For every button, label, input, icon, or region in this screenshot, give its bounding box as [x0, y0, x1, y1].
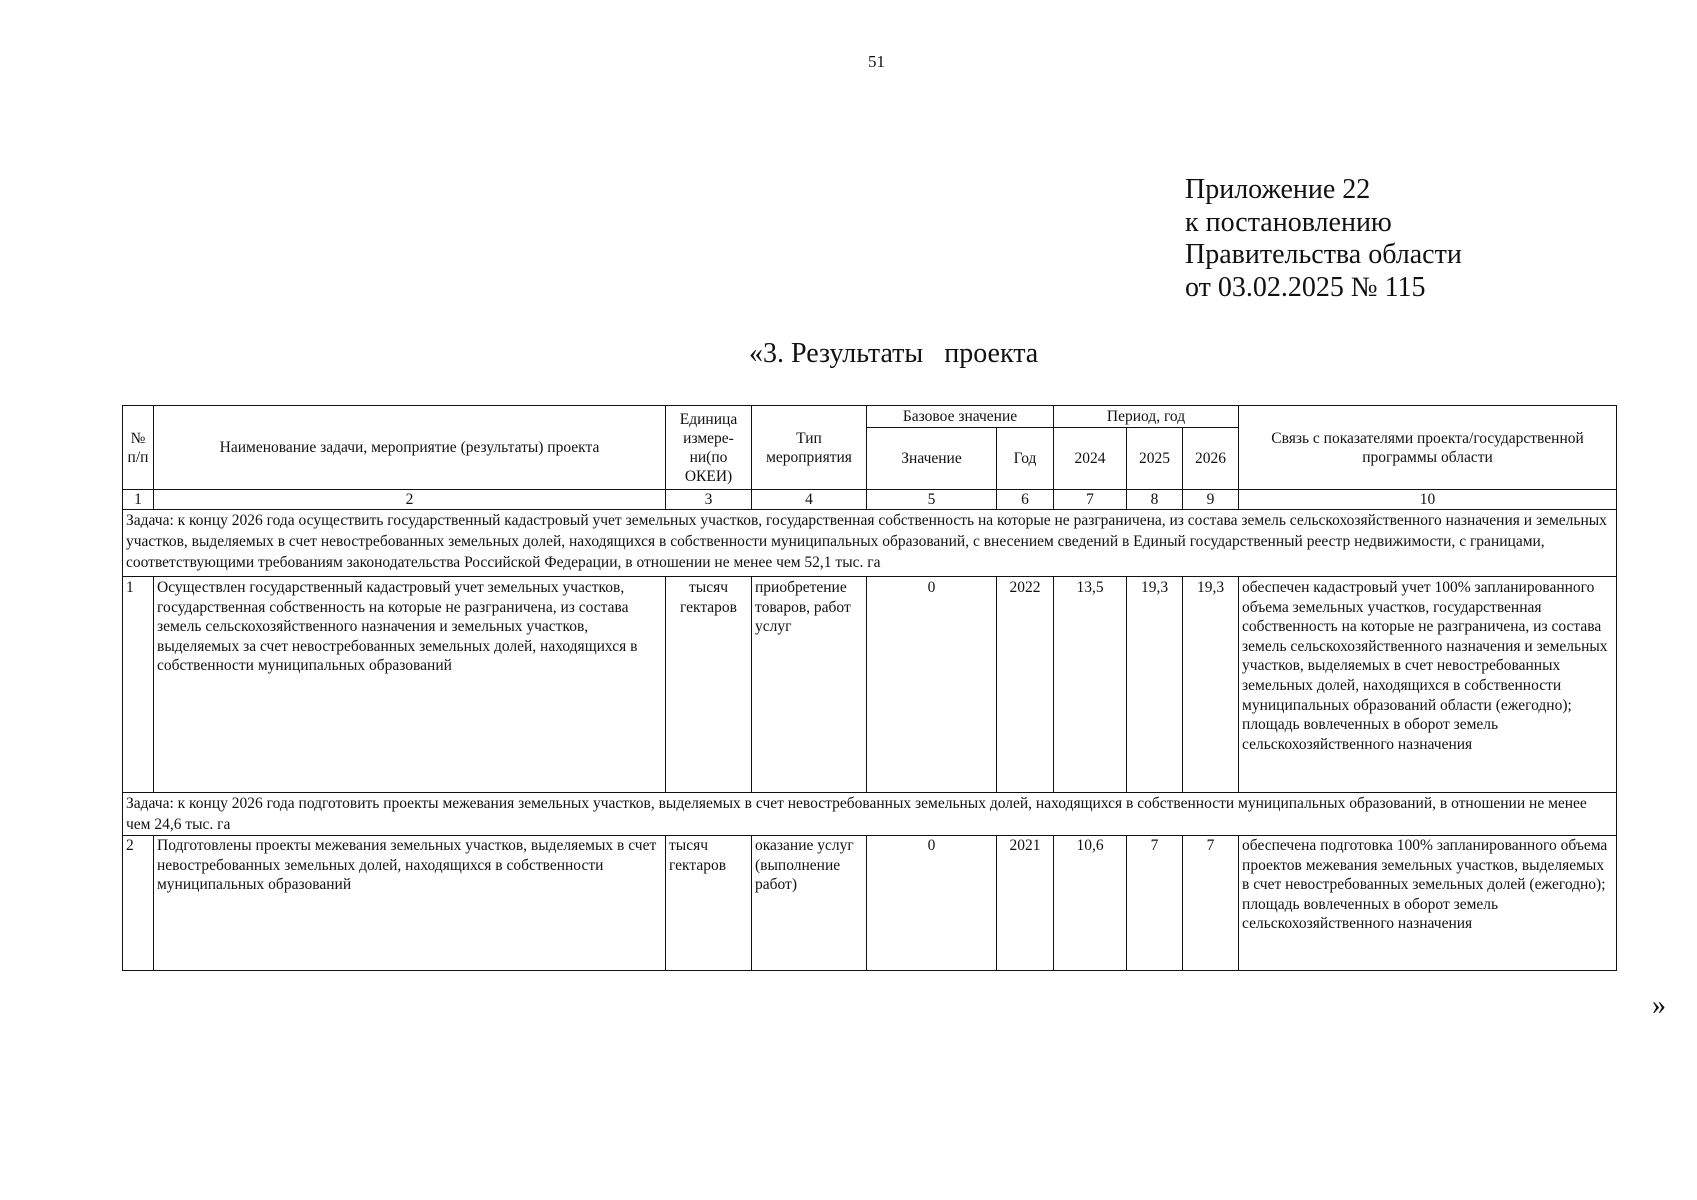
row-unit: тысяч гектаров	[666, 577, 752, 793]
row-type: приобретение товаров, работ услуг	[752, 577, 867, 793]
header-name: Наименование задачи, мероприятие (результаты) проекта	[154, 406, 666, 490]
results-table	[122, 405, 1617, 971]
closing-quote: »	[1652, 990, 1666, 1021]
row-link: обеспечена подготовка 100% запланированного объема проектов межевания земельных участков, выделяемых в счет невостребованных земельных долей (ежегодно); площадь вовлеченных в оборот земель сельскохозяйственного назначения	[1239, 836, 1617, 971]
column-number: 6	[997, 490, 1054, 510]
document-title: «3. Результаты проекта	[749, 338, 1039, 369]
row-base-value: 0	[867, 836, 997, 971]
appendix-line-2: к постановлению	[1185, 206, 1392, 238]
row-name: Подготовлены проекты межевания земельных участков, выделяемых в счет невостребованных земельных долей, находящихся в собственности муниципальных образований	[154, 836, 666, 971]
column-number: 1	[123, 490, 154, 510]
task-row	[123, 793, 1617, 836]
header-link: Связь с показателями проекта/государственной программы области	[1239, 406, 1617, 490]
table-row	[123, 836, 1617, 971]
column-number-row	[123, 490, 1617, 510]
column-number: 5	[867, 490, 997, 510]
appendix-line-4: от 03.02.2025 № 115	[1185, 271, 1426, 303]
task-1-text: Задача: к концу 2026 года осуществить государственный кадастровый учет земельных участков, государственная собственность на которые не разграничена, из состава земель сельскохозяйственного назначения и земельных участков, выделяемых в счет невостребованных земельных долей, находящихся в собственности муниципальных образований, с внесением сведений в Единый государственный реестр недвижимости, с границами, соответствующими требованиям законодательства Российской Федерации, в отношении не менее чем 52,1 тыс. га	[123, 510, 1617, 577]
column-number: 3	[666, 490, 752, 510]
header-base-value: Значение	[867, 428, 997, 490]
row-base-year: 2021	[997, 836, 1054, 971]
appendix-line-3: Правительства области	[1185, 239, 1462, 270]
row-name: Осуществлен государственный кадастровый учет земельных участков, государственная собственность на которые не разграничена, из состава земель сельскохозяйственного назначения и земельных участков, выделяемых за счет невостребованных земельных долей, находящихся в собственности муниципальных образований	[154, 577, 666, 793]
column-number: 2	[154, 490, 666, 510]
row-type: оказание услуг (выполнение работ)	[752, 836, 867, 971]
row-link: обеспечен кадастровый учет 100% запланированного объема земельных участков, государственная собственность на которые не разграничена, из состава земель сельскохозяйственного назначения и земельных участков, выделяемых в счет невостребованных земельных долей, находящихся в собственности муниципальных образований области (ежегодно); площадь вовлеченных в оборот земель сельскохозяйственного назначения	[1239, 577, 1617, 793]
task-2-text: Задача: к концу 2026 года подготовить проекты межевания земельных участков, выделяемых в счет невостребованных земельных долей, находящихся в собственности муниципальных образований, в отношении не менее чем 24,6 тыс. га	[123, 793, 1617, 836]
row-value-2025: 19,3	[1127, 577, 1183, 793]
row-value-2024: 13,5	[1054, 577, 1127, 793]
appendix-block	[1185, 174, 1462, 304]
column-number: 4	[752, 490, 867, 510]
column-number: 9	[1183, 490, 1239, 510]
row-value-2026: 7	[1183, 836, 1239, 971]
header-year-2024: 2024	[1054, 428, 1127, 490]
header-base-year: Год	[997, 428, 1054, 490]
page-number: 51	[868, 52, 885, 71]
header-period: Период, год	[1054, 406, 1239, 428]
row-unit: тысяч гектаров	[666, 836, 752, 971]
header-year-2026: 2026	[1183, 428, 1239, 490]
header-base: Базовое значение	[867, 406, 1054, 428]
header-type: Тип мероприятия	[752, 406, 867, 490]
row-base-value: 0	[867, 577, 997, 793]
row-num: 2	[123, 836, 154, 971]
header-num: № п/п	[123, 406, 154, 490]
row-base-year: 2022	[997, 577, 1054, 793]
header-year-2025: 2025	[1127, 428, 1183, 490]
column-number: 8	[1127, 490, 1183, 510]
column-number: 10	[1239, 490, 1617, 510]
appendix-line-1: Приложение 22	[1185, 174, 1371, 205]
column-number: 7	[1054, 490, 1127, 510]
row-value-2025: 7	[1127, 836, 1183, 971]
row-num: 1	[123, 577, 154, 793]
row-value-2024: 10,6	[1054, 836, 1127, 971]
task-row	[123, 510, 1617, 577]
row-value-2026: 19,3	[1183, 577, 1239, 793]
table-row	[123, 577, 1617, 793]
header-unit: Единица измере-ни(по ОКЕИ)	[666, 406, 752, 490]
